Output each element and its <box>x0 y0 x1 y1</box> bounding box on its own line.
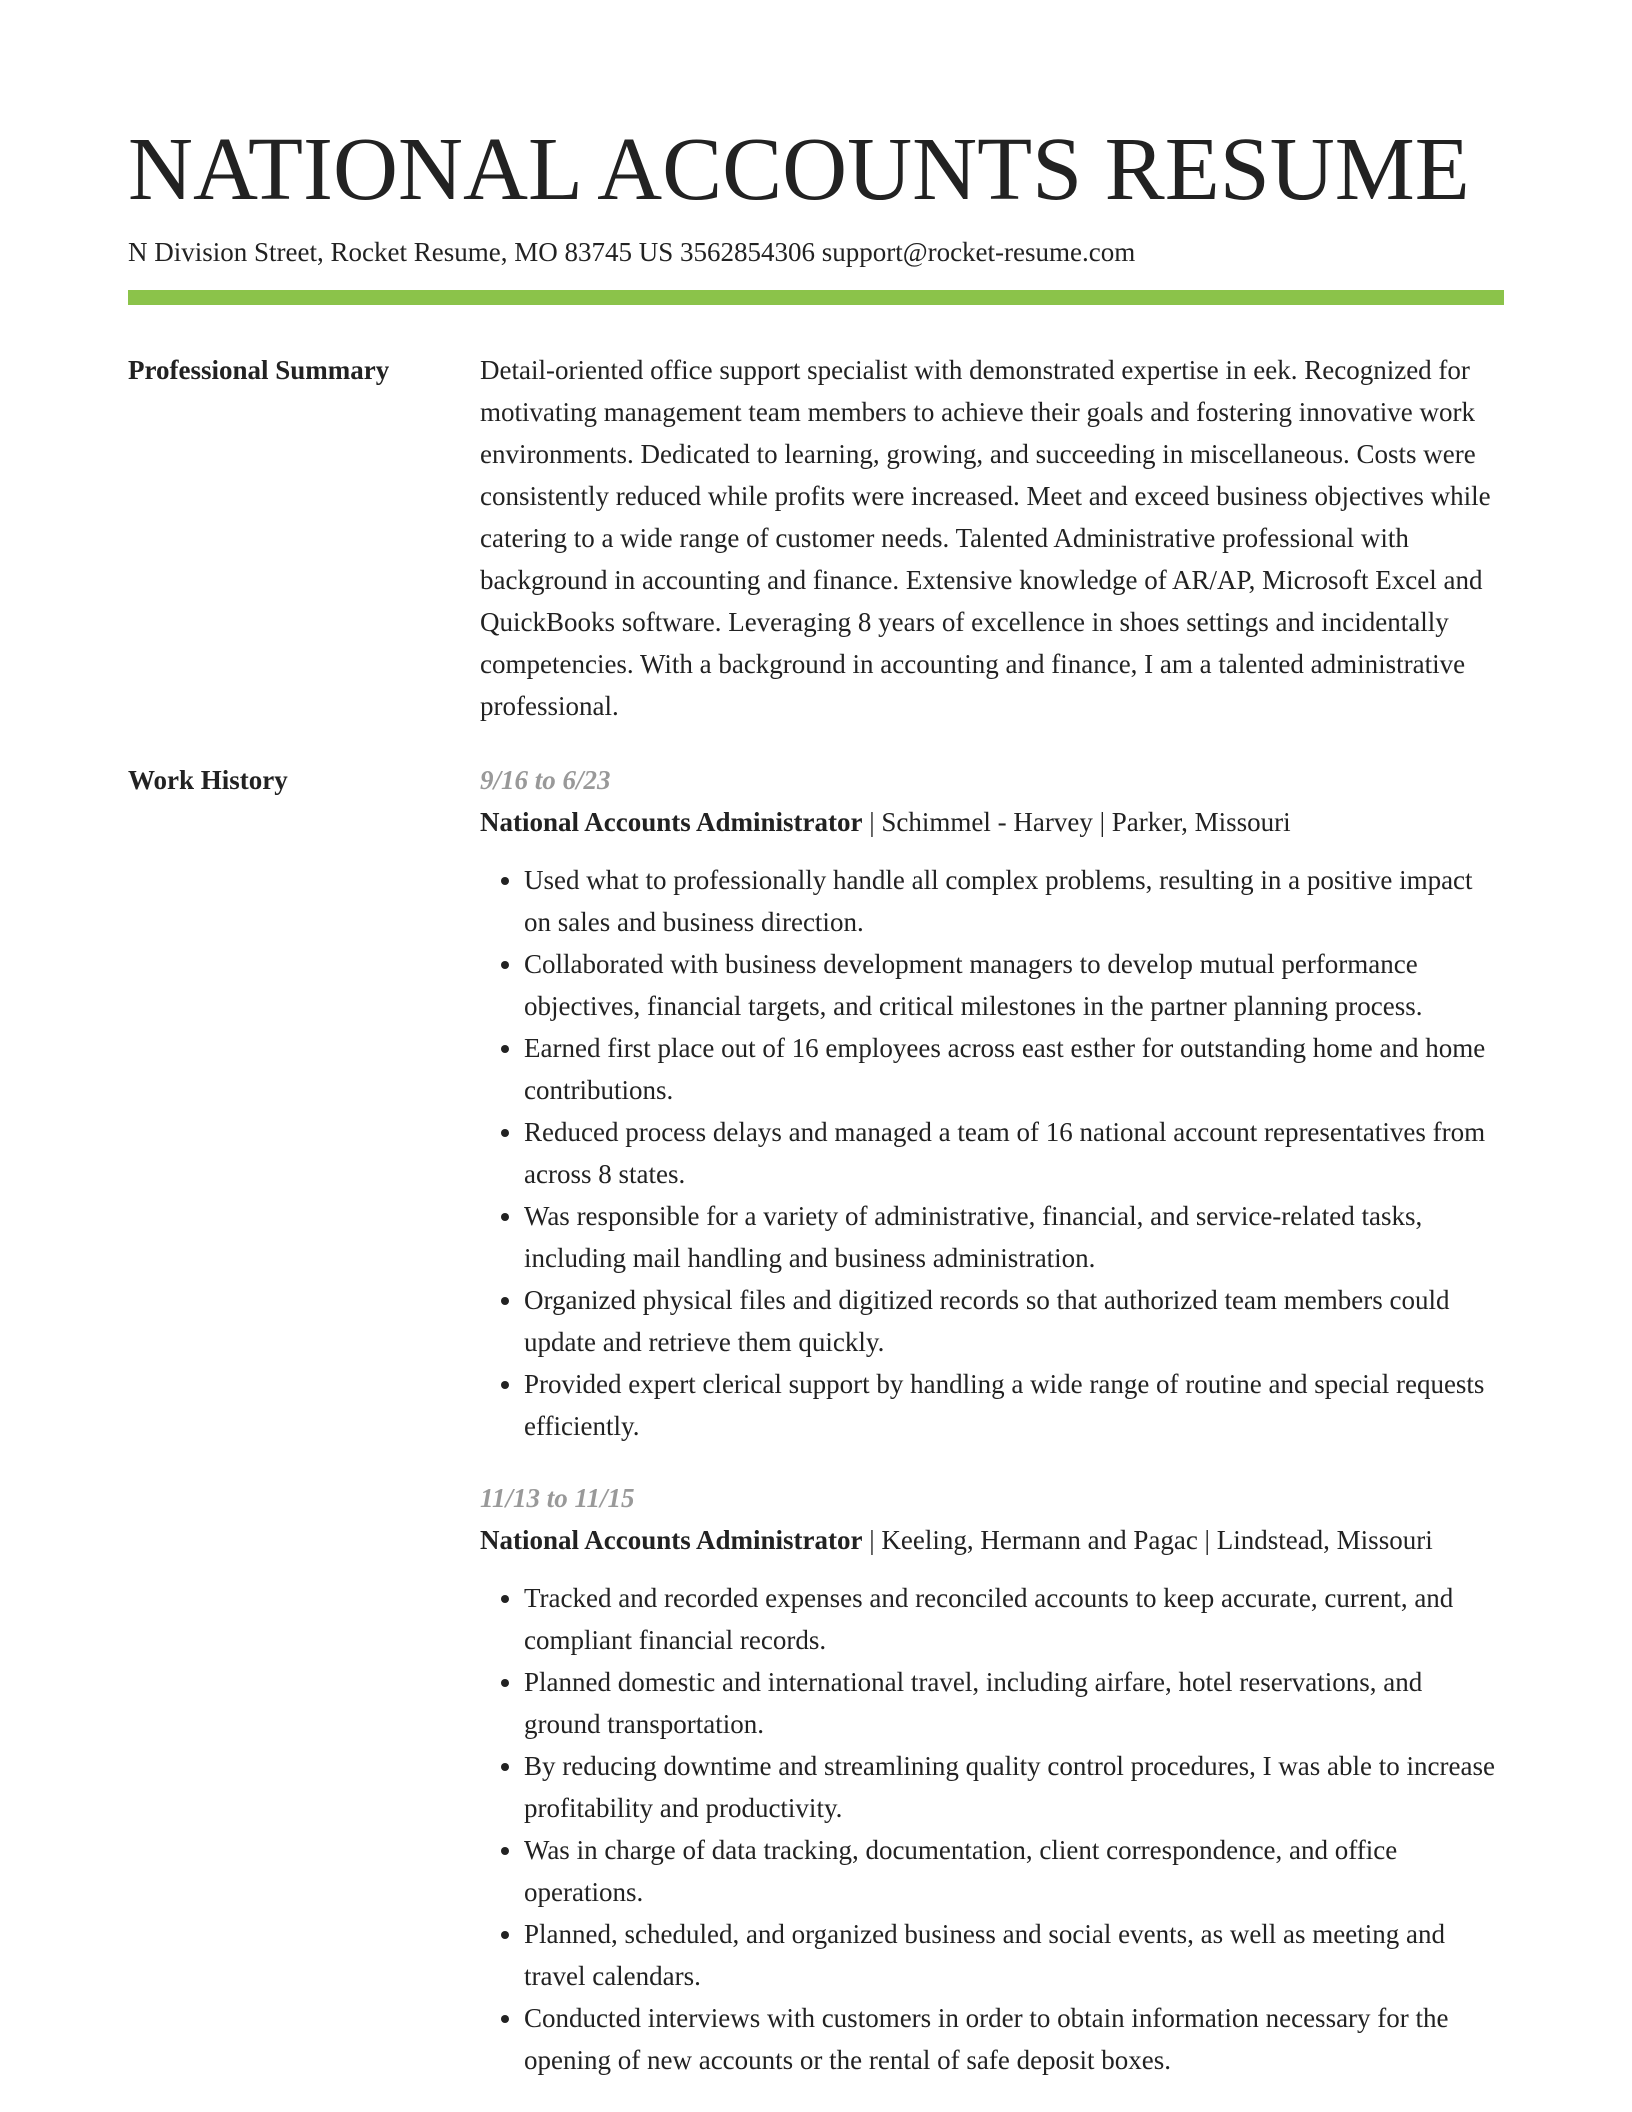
list-item: • Was responsible for a variety of administrative, financial, and service-related tasks, including mail handling and business administration. <box>524 1195 1504 1279</box>
job-entry <box>480 1477 1504 2081</box>
professional-summary-section <box>128 349 1504 727</box>
job-heading <box>480 1519 1504 1561</box>
list-item: • Collaborated with business development managers to develop mutual performance objectives, financial targets, and critical milestones in the partner planning process. <box>524 943 1504 1027</box>
section-label-work-history: Work History <box>128 765 288 795</box>
job-title: National Accounts Administrator <box>480 807 863 837</box>
accent-divider <box>128 290 1504 305</box>
list-item: • By reducing downtime and streamlining quality control procedures, I was able to increase profitability and productivity. <box>524 1745 1504 1829</box>
list-item: • Tracked and recorded expenses and reconciled accounts to keep accurate, current, and compliant financial records. <box>524 1577 1504 1661</box>
list-item: • Conducted interviews with customers in order to obtain information necessary for the opening of new accounts or the rental of safe deposit boxes. <box>524 1997 1504 2081</box>
list-item: • Planned domestic and international travel, including airfare, hotel reservations, and ground transportation. <box>524 1661 1504 1745</box>
list-item: • Reduced process delays and managed a team of 16 national account representatives from across 8 states. <box>524 1111 1504 1195</box>
list-item: • Organized physical files and digitized records so that authorized team members could update and retrieve them quickly. <box>524 1279 1504 1363</box>
work-history-section <box>128 759 1504 2081</box>
list-item: • Provided expert clerical support by handling a wide range of routine and special requests efficiently. <box>524 1363 1504 1447</box>
job-title: National Accounts Administrator <box>480 1525 863 1555</box>
section-label-summary: Professional Summary <box>128 355 390 385</box>
list-item: • Earned first place out of 16 employees across east esther for outstanding home and home contributions. <box>524 1027 1504 1111</box>
job-company-location: | Schimmel - Harvey | Parker, Missouri <box>862 807 1291 837</box>
job-dates: 11/13 to 11/15 <box>480 1483 635 1513</box>
job-entry <box>480 759 1504 1447</box>
resume-title: NATIONAL ACCOUNTS RESUME <box>128 120 1470 219</box>
job-dates: 9/16 to 6/23 <box>480 765 611 795</box>
list-item: • Planned, scheduled, and organized business and social events, as well as meeting and travel calendars. <box>524 1913 1504 1997</box>
job-bullet-list <box>480 859 1504 1447</box>
resume-page <box>128 120 1504 2081</box>
contact-line: N Division Street, Rocket Resume, MO 83745 US 3562854306 support@rocket-resume.com <box>128 237 1136 267</box>
job-bullet-list <box>480 1577 1504 2081</box>
job-heading <box>480 801 1504 843</box>
list-item: • Was in charge of data tracking, documentation, client correspondence, and office operations. <box>524 1829 1504 1913</box>
list-item: • Used what to professionally handle all complex problems, resulting in a positive impact on sales and business direction. <box>524 859 1504 943</box>
summary-text: Detail-oriented office support specialist with demonstrated expertise in eek. Recognized for motivating management team members to achieve their goals and fostering innovative work environments. Dedicated to learning, growing, and succeeding in miscellaneous. Costs were consistently reduced while profits were increased. Meet and exceed business objectives while catering to a wide range of customer needs. Talented Administrative professional with background in accounting and finance. Extensive knowledge of AR/AP, Microsoft Excel and QuickBooks software. Leveraging 8 years of excellence in shoes settings and incidentally competencies. With a background in accounting and finance, I am a talented administrative professional. <box>480 355 1491 721</box>
work-history-body <box>480 759 1504 2081</box>
job-company-location: | Keeling, Hermann and Pagac | Lindstead, Missouri <box>862 1525 1433 1555</box>
